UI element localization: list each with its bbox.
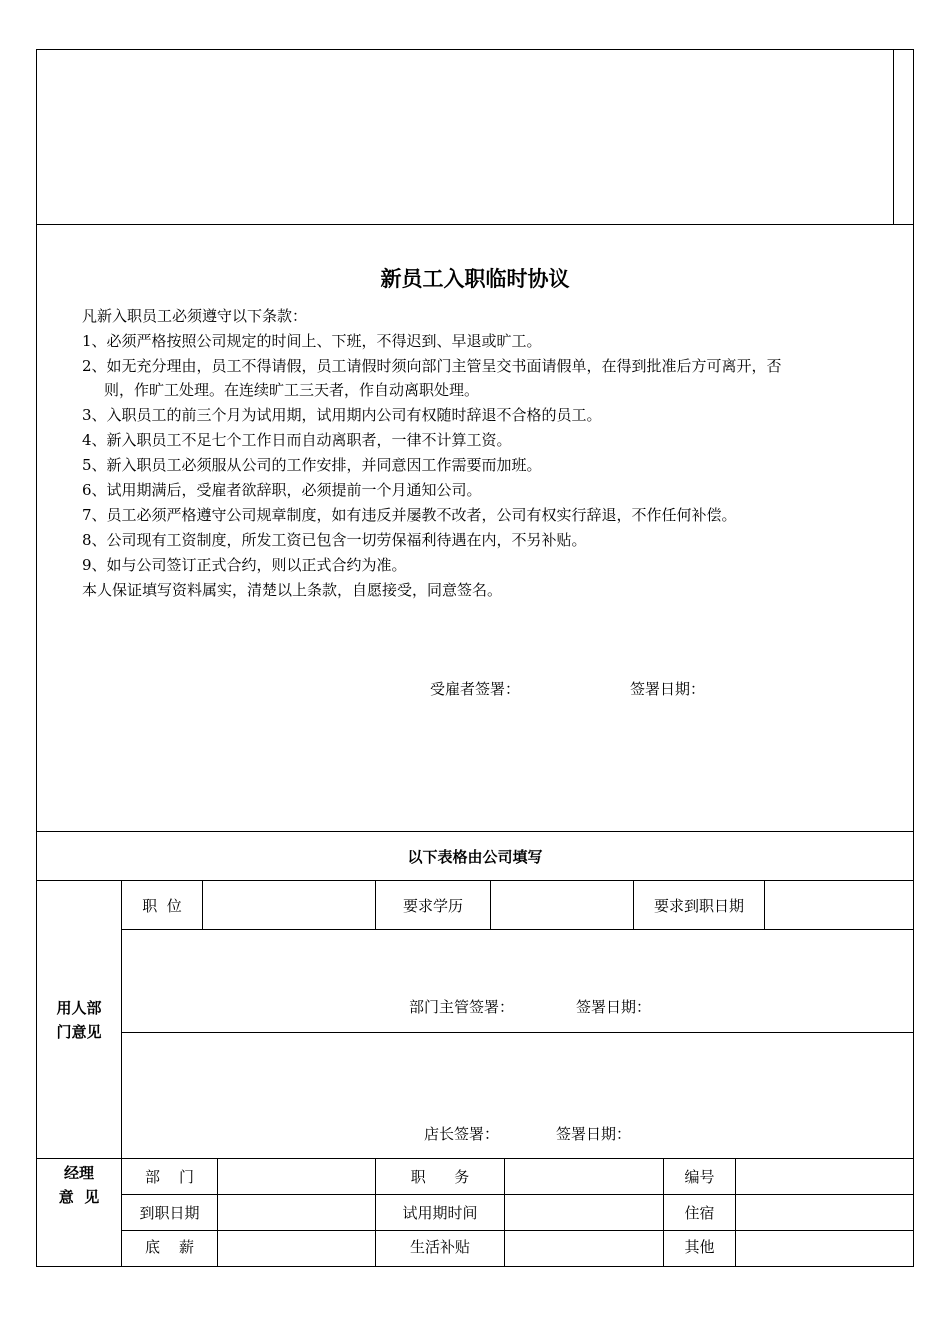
employee-signature-field[interactable] bbox=[530, 676, 625, 702]
clause-2: 2、如无充分理由，员工不得请假，员工请假时须向部门主管呈交书面请假单，在得到批准后方可离开，否 bbox=[82, 357, 782, 375]
upper-blank-area[interactable] bbox=[37, 50, 893, 224]
employee-signature-label: 受雇者签署： bbox=[430, 680, 521, 698]
required-start-date-label: 要求到职日期 bbox=[653, 896, 744, 915]
employee-number-field[interactable] bbox=[736, 1159, 913, 1194]
supervisor-date-field[interactable] bbox=[656, 994, 896, 1020]
employee-number-label: 编号 bbox=[684, 1168, 715, 1186]
dept-opinion-label bbox=[37, 881, 121, 1158]
probation-period-field[interactable] bbox=[505, 1195, 663, 1230]
employee-date-label: 签署日期： bbox=[630, 680, 706, 698]
accommodation-label: 住宿 bbox=[684, 1204, 715, 1222]
store-manager-date-field[interactable] bbox=[636, 1121, 896, 1147]
clause-4: 4、新入职员工不足七个工作日而自动离职者，一律不计算工资。 bbox=[82, 431, 512, 449]
education-field[interactable] bbox=[491, 881, 633, 929]
position-label: 职 位 bbox=[142, 896, 182, 915]
store-manager-signature-label: 店长签署： bbox=[424, 1125, 500, 1143]
border-right-upper bbox=[893, 49, 894, 225]
grid-line bbox=[121, 1032, 914, 1033]
clause-3: 3、入职员工的前三个月为试用期，试用期内公司有权随时辞退不合格的员工。 bbox=[82, 406, 602, 424]
department-label: 部 门 bbox=[144, 1168, 195, 1186]
store-manager-date-label: 签署日期： bbox=[556, 1125, 632, 1143]
living-allowance-label: 生活补贴 bbox=[409, 1237, 470, 1256]
border-bottom bbox=[36, 1266, 914, 1267]
employee-date-field[interactable] bbox=[712, 676, 902, 702]
dept-opinion-label-line1: 用人部 bbox=[56, 998, 102, 1017]
required-start-date-field[interactable] bbox=[765, 881, 913, 929]
clause-1: 1、必须严格按照公司规定的时间上、下班，不得迟到、早退或旷工。 bbox=[82, 332, 542, 350]
agreement-intro: 凡新入职员工必须遵守以下条款： bbox=[82, 307, 308, 325]
divider-agreement-top bbox=[36, 224, 914, 225]
accommodation-field[interactable] bbox=[736, 1195, 913, 1230]
probation-period-label: 试用期时间 bbox=[402, 1204, 478, 1222]
clause-2-continued: 则，作旷工处理。在连续旷工三天者，作自动离职处理。 bbox=[104, 381, 480, 399]
living-allowance-field[interactable] bbox=[505, 1231, 663, 1267]
education-label: 要求学历 bbox=[402, 896, 463, 915]
other-field[interactable] bbox=[736, 1231, 913, 1267]
store-manager-signature-field[interactable] bbox=[505, 1121, 553, 1147]
page-title: 新员工入职临时协议 bbox=[380, 267, 570, 291]
base-salary-field[interactable] bbox=[218, 1231, 375, 1267]
clause-8: 8、公司现有工资制度，所发工资已包含一切劳保福利待遇在内，不另补贴。 bbox=[82, 531, 587, 549]
job-title-label: 职 务 bbox=[410, 1168, 470, 1186]
supervisor-signature-field[interactable] bbox=[520, 994, 572, 1020]
border-right bbox=[913, 224, 914, 1267]
supervisor-signature-label: 部门主管签署： bbox=[409, 998, 515, 1016]
start-date-label: 到职日期 bbox=[139, 1204, 200, 1222]
clause-7: 7、员工必须严格遵守公司规章制度，如有违反并屡教不改者，公司有权实行辞退，不作任何补偿。 bbox=[82, 506, 737, 524]
clause-9: 9、如与公司签订正式合约，则以正式合约为准。 bbox=[82, 556, 407, 574]
other-label: 其他 bbox=[684, 1237, 715, 1256]
manager-opinion-label-line2: 意 见 bbox=[58, 1188, 100, 1206]
position-field[interactable] bbox=[203, 881, 375, 929]
border-far-right-upper bbox=[913, 49, 914, 225]
manager-opinion-label-line1: 经理 bbox=[63, 1164, 94, 1182]
start-date-field[interactable] bbox=[218, 1195, 375, 1230]
company-section-title: 以下表格由公司填写 bbox=[407, 847, 543, 866]
dept-opinion-label-line2: 门意见 bbox=[56, 1022, 102, 1041]
declaration: 本人保证填写资料属实，清楚以上条款，自愿接受，同意签名。 bbox=[82, 581, 503, 599]
job-title-field[interactable] bbox=[505, 1159, 663, 1194]
clause-5: 5、新入职员工必须服从公司的工作安排，并同意因工作需要而加班。 bbox=[82, 456, 542, 474]
manager-opinion-label bbox=[37, 1159, 121, 1211]
base-salary-label: 底 薪 bbox=[144, 1237, 195, 1256]
department-field[interactable] bbox=[218, 1159, 375, 1194]
grid-line bbox=[121, 929, 914, 930]
supervisor-date-label: 签署日期： bbox=[576, 998, 652, 1016]
clause-6: 6、试用期满后，受雇者欲辞职，必须提前一个月通知公司。 bbox=[82, 481, 482, 499]
